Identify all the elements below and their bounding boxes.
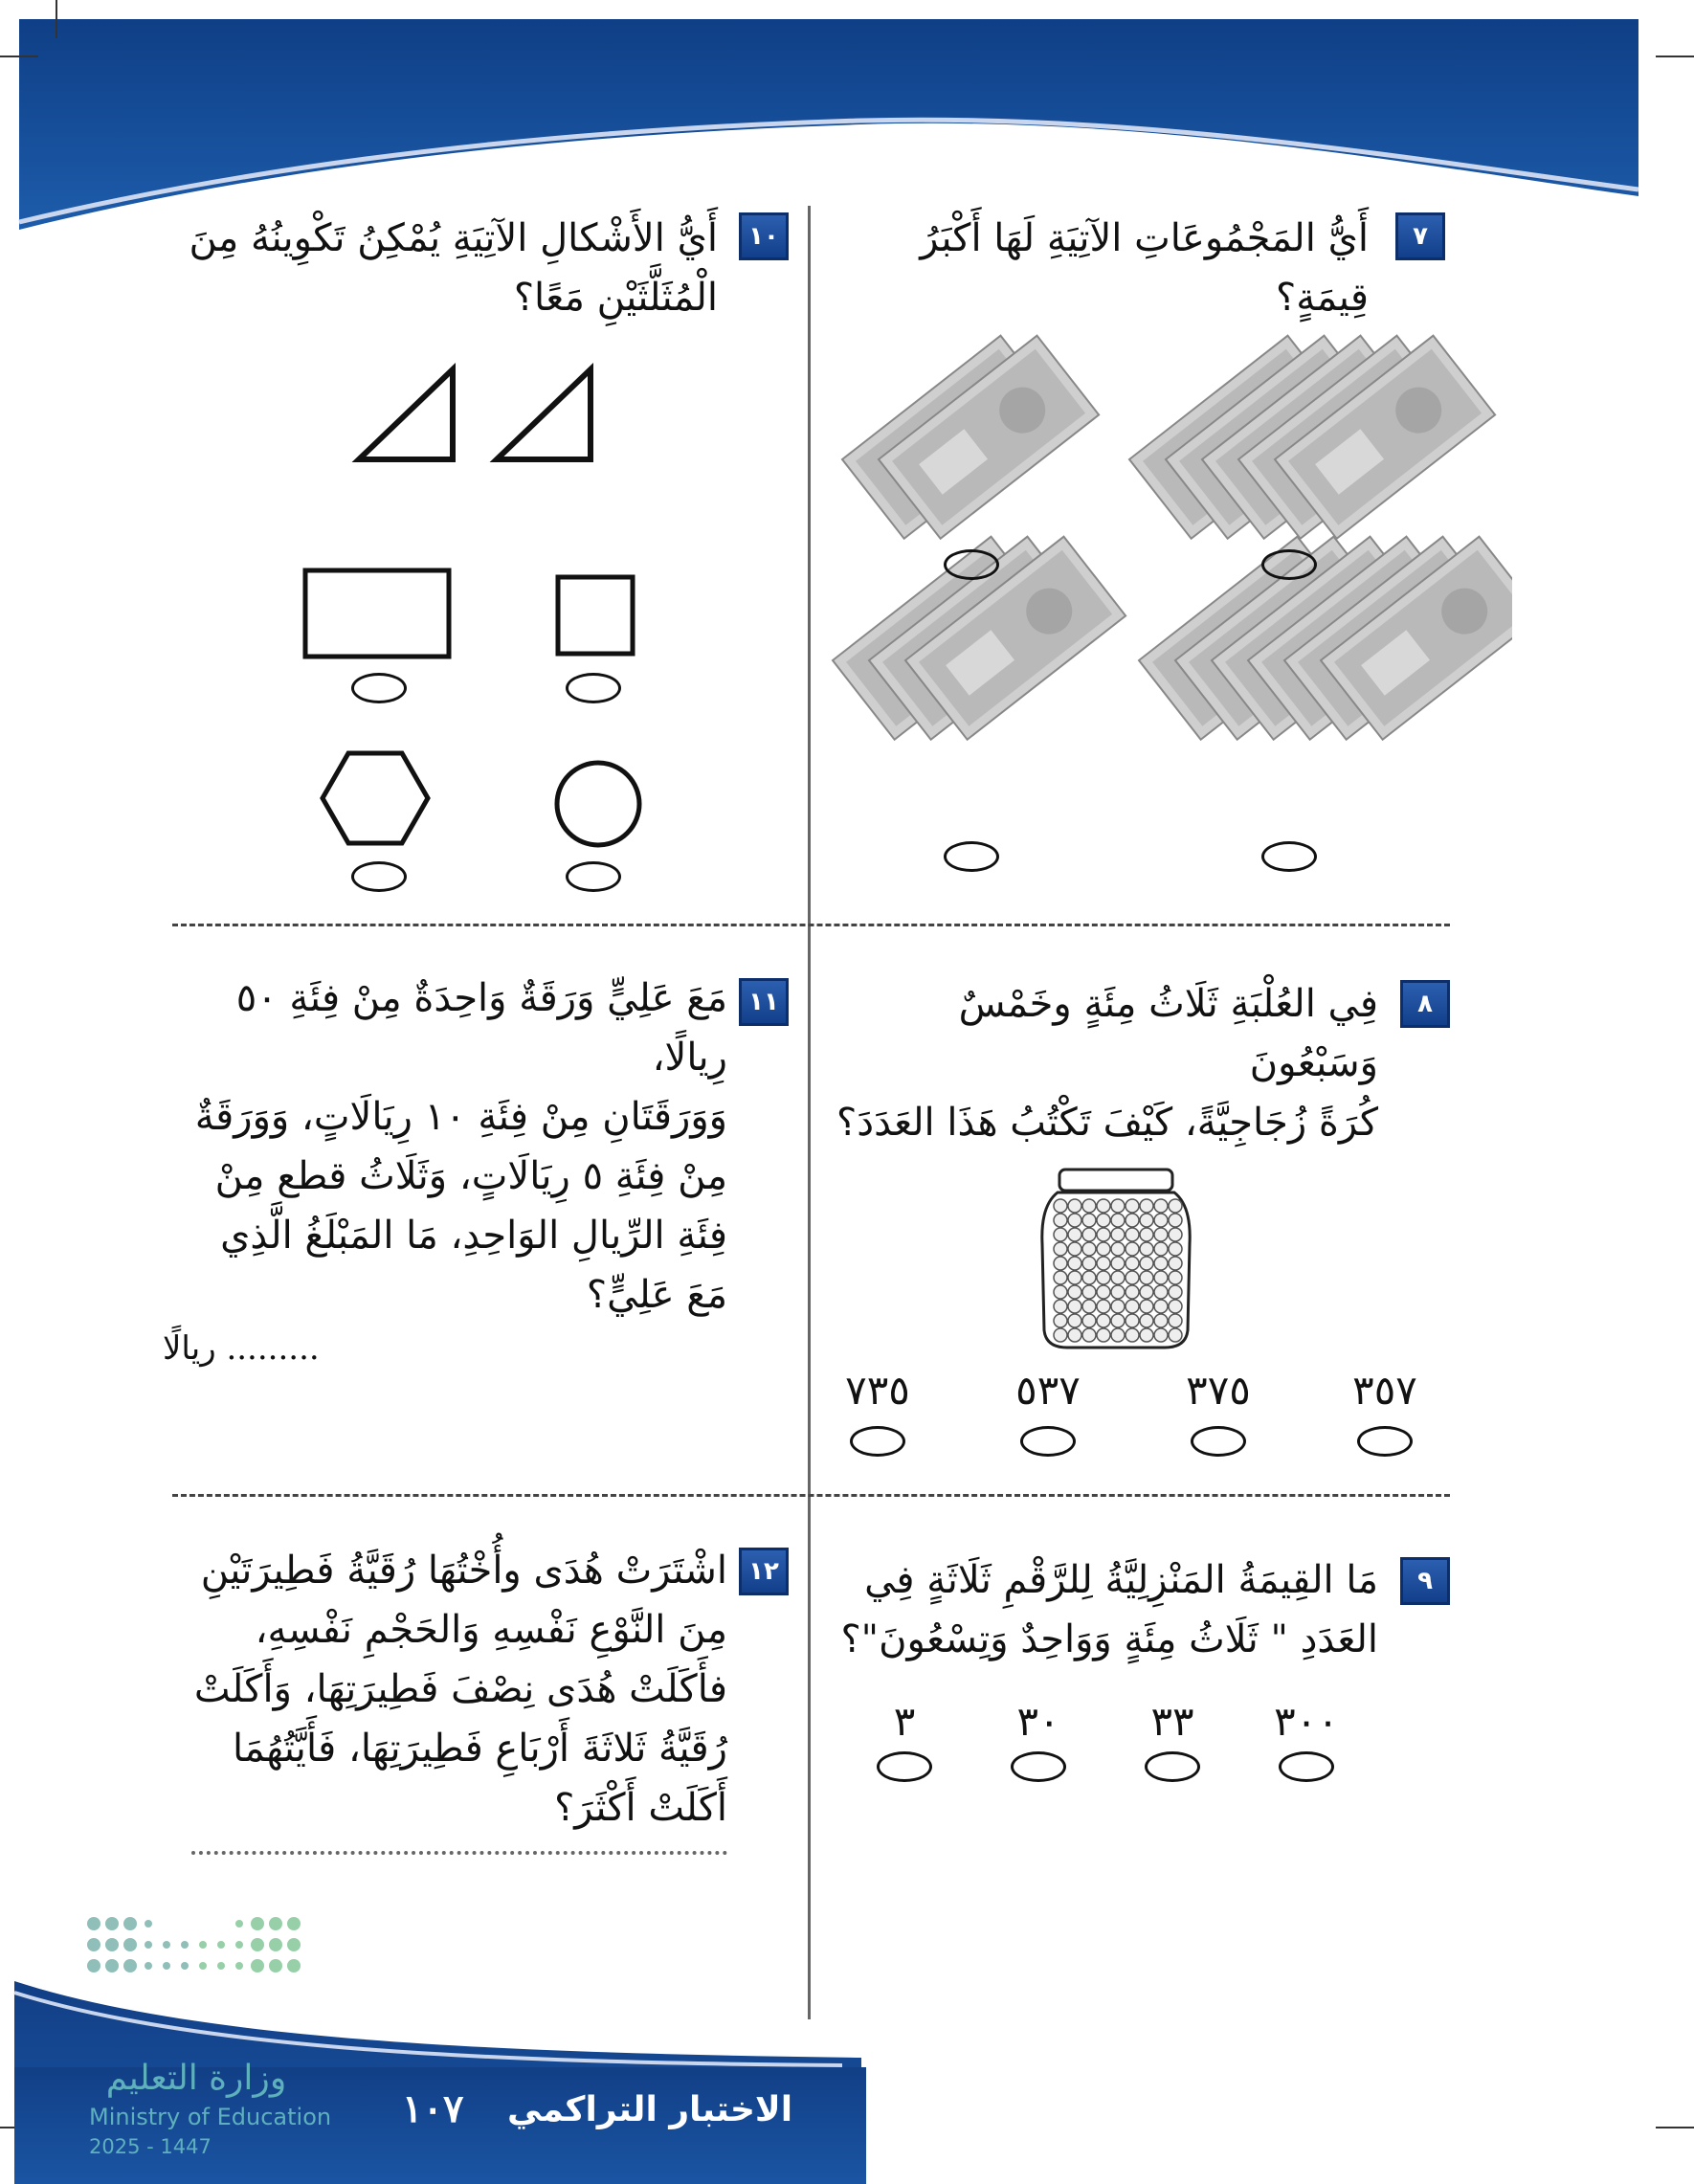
marble (1068, 1300, 1081, 1313)
logo-dot (87, 1959, 100, 1972)
shapes (0, 0, 808, 919)
marble (1054, 1328, 1067, 1342)
marble (1054, 1228, 1067, 1241)
question-text-line: مَعَ عَلِيٍّ وَرَقَةٌ وَاحِدَةٌ مِنْ فِئَةِ ٥٠ رِيالًا، (235, 976, 727, 1080)
answer-option-circle[interactable] (1020, 1426, 1076, 1457)
marble (1054, 1314, 1067, 1327)
logo-dot (123, 1917, 137, 1930)
question-text-line: فأَكَلَتْ هُدَى نِصْفَ فَطِيرَتِهَا، وَأَكَلَتْ (193, 1667, 727, 1711)
answer-blank[interactable]: ......... ريالًا (163, 1329, 320, 1368)
question-text-line: مِنْ فِئَةِ ٥ رِيَالَاتٍ، وَثَلَاثُ قطع مِنْ (214, 1154, 727, 1198)
marble (1111, 1214, 1125, 1227)
triangle-shape (359, 369, 453, 459)
question-number-badge: ١٢ (739, 1548, 789, 1595)
answer-option-circle[interactable] (1011, 1751, 1066, 1782)
marble (1097, 1328, 1110, 1342)
marble (1054, 1199, 1067, 1213)
marble (1140, 1314, 1153, 1327)
question-text-line: وَوَرَقَتَانِ مِنْ فِئَةِ ١٠ رِيَالَاتٍ، وَوَرَقَةٌ (194, 1095, 727, 1139)
logo-dot (123, 1959, 137, 1972)
answer-option-circle[interactable] (944, 549, 999, 580)
marble (1126, 1285, 1139, 1299)
marble (1068, 1271, 1081, 1284)
marble (1111, 1271, 1125, 1284)
answer-option[interactable] (1263, 1698, 1349, 1782)
question-number-badge: ٩ (1400, 1557, 1450, 1605)
answer-option-circle[interactable] (850, 1426, 905, 1457)
marble (1111, 1285, 1125, 1299)
answer-option-circle[interactable] (1279, 1751, 1334, 1782)
logo-dot (145, 1920, 152, 1928)
marble (1154, 1300, 1168, 1313)
logo-dot (123, 1938, 137, 1951)
marble (1140, 1228, 1153, 1241)
marble (1154, 1242, 1168, 1256)
question-number-badge: ٨ (1400, 980, 1450, 1028)
marble (1097, 1314, 1110, 1327)
logo-dot (269, 1959, 282, 1972)
answer-option-circle[interactable] (944, 841, 999, 872)
triangle-shape (497, 369, 591, 459)
logo-dot (235, 1920, 243, 1928)
marble (1111, 1242, 1125, 1256)
question-text: أَيُّ المَجْمُوعَاتِ الآتِيَةِ لَهَا أَكْبَرُ قِيمَةٍ؟ (920, 216, 1369, 320)
marble (1082, 1300, 1096, 1313)
logo-dot (251, 1938, 264, 1951)
marble (1097, 1300, 1110, 1313)
marble (1054, 1271, 1067, 1284)
ministry-logo-english: Ministry of Education (89, 2104, 332, 2130)
question-8 (833, 974, 1378, 1152)
question-text-line: رُقَيَّةُ ثَلاثَةَ أَرْبَاعِ فَطِيرَتِهَا، فَأَيَّتُهُمَا (232, 1727, 727, 1771)
marble (1111, 1328, 1125, 1342)
marble (1126, 1199, 1139, 1213)
marble (1068, 1199, 1081, 1213)
column-divider (808, 206, 811, 2019)
marble (1054, 1300, 1067, 1313)
logo-dot (251, 1917, 264, 1930)
marble (1169, 1328, 1182, 1342)
marble (1068, 1257, 1081, 1270)
logo-dot (235, 1962, 243, 1970)
marble (1154, 1285, 1168, 1299)
marble (1169, 1214, 1182, 1227)
question-text-line: أَيُّ الأَشْكالِ الآتِيَةِ يُمْكِنُ تَكْوِينُهُ مِنَ (189, 216, 718, 260)
marble (1169, 1242, 1182, 1256)
logo-dot (217, 1941, 225, 1949)
logo-dot (269, 1938, 282, 1951)
marble (1097, 1228, 1110, 1241)
answer-option-label: ٣٣ (1150, 1698, 1194, 1745)
marble (1154, 1271, 1168, 1284)
logo-dot (181, 1962, 189, 1970)
marble (1169, 1271, 1182, 1284)
marble (1140, 1199, 1153, 1213)
answer-option-label: ٧٣٥ (845, 1367, 910, 1414)
answer-option-circle[interactable] (1261, 841, 1317, 872)
marble (1054, 1214, 1067, 1227)
question-7 (833, 209, 1369, 327)
marble (1140, 1257, 1153, 1270)
marble (1154, 1257, 1168, 1270)
logo-dot (199, 1941, 207, 1949)
row-divider (172, 1494, 1450, 1497)
marble (1054, 1285, 1067, 1299)
answer-option-circle[interactable] (877, 1751, 932, 1782)
logo-dot (217, 1962, 225, 1970)
logo-dot (163, 1941, 170, 1949)
marble (1126, 1300, 1139, 1313)
marble (1140, 1300, 1153, 1313)
logo-dot (235, 1941, 243, 1949)
logo-dot (199, 1962, 207, 1970)
marble (1068, 1328, 1081, 1342)
question-text-line: العَدَدِ " ثَلَاثُ مِئَةٍ وَوَاحِدٌ وَتِسْعُونَ"؟ (840, 1617, 1378, 1661)
marble (1169, 1314, 1182, 1327)
question-text-line: اشْتَرَتْ هُدَى وأُخْتُهَا رُقَيَّةُ فَطِيرَتَيْنِ (200, 1549, 727, 1593)
logo-dot (87, 1938, 100, 1951)
marble (1097, 1271, 1110, 1284)
marble (1169, 1285, 1182, 1299)
marble (1169, 1300, 1182, 1313)
marble (1068, 1242, 1081, 1256)
square-shape (558, 577, 633, 654)
answer-option[interactable] (1129, 1698, 1215, 1782)
marble (1126, 1214, 1139, 1227)
marble (1082, 1214, 1096, 1227)
row-divider (172, 924, 1450, 926)
marble (1097, 1257, 1110, 1270)
marble (1126, 1314, 1139, 1327)
logo-dot (87, 1917, 100, 1930)
answer-options (833, 1698, 1378, 1782)
marble (1082, 1228, 1096, 1241)
logo-dot (287, 1917, 301, 1930)
question-number-badge: ٧ (1395, 212, 1445, 260)
question-text-line: كُرَةً زُجَاجِيَّةً، كَيْفَ تَكْتُبُ هَذَا العَدَدَ؟ (836, 1101, 1378, 1145)
marble (1082, 1242, 1096, 1256)
ministry-logo-arabic: وزارة التعليم (105, 2059, 287, 2098)
marble (1140, 1214, 1153, 1227)
marble (1126, 1271, 1139, 1284)
marble (1154, 1199, 1168, 1213)
question-text-line: فِئَةِ الرِّيالِ الوَاحِدِ، مَا المَبْلَغُ الَّذِي (220, 1214, 727, 1258)
question-number-badge: ١٠ (739, 212, 789, 260)
marble (1140, 1285, 1153, 1299)
question-text-line: الْمُثَلَّثَيْنِ مَعًا؟ (513, 276, 718, 320)
marble (1111, 1300, 1125, 1313)
marble (1140, 1271, 1153, 1284)
marble (1068, 1285, 1081, 1299)
answer-option-circle[interactable] (566, 673, 621, 703)
answer-option-circle[interactable] (566, 861, 621, 892)
marble (1111, 1257, 1125, 1270)
circle-shape (557, 763, 639, 845)
logo-dot (145, 1941, 152, 1949)
marble (1082, 1328, 1096, 1342)
marble (1154, 1214, 1168, 1227)
question-text-line: مِنَ النَّوْعِ نَفْسِهِ وَالحَجْمِ نَفْسِهِ، (255, 1608, 727, 1652)
marble (1097, 1214, 1110, 1227)
marble (1097, 1285, 1110, 1299)
marble (1068, 1214, 1081, 1227)
marble (1082, 1285, 1096, 1299)
marble (1111, 1199, 1125, 1213)
answer-option-label: ٣٧٥ (1186, 1367, 1251, 1414)
answer-line[interactable] (191, 1851, 727, 1855)
question-number-badge: ١١ (739, 978, 789, 1026)
logo-dot (287, 1938, 301, 1951)
answer-option[interactable] (995, 1698, 1081, 1782)
question-text-line: مَعَ عَلِيٍّ؟ (586, 1273, 727, 1317)
marble (1154, 1328, 1168, 1342)
logo-dot (145, 1962, 152, 1970)
question-text-line: مَا القِيمَةُ المَنْزِلِيَّةُ لِلرَّقْمِ ثَلَاثَةٍ فِي (864, 1558, 1378, 1602)
marble (1054, 1242, 1067, 1256)
marble (1082, 1257, 1096, 1270)
marble (1097, 1242, 1110, 1256)
marble (1082, 1314, 1096, 1327)
page-number: ١٠٧ (402, 2086, 464, 2131)
answer-option-circle[interactable] (1357, 1426, 1413, 1457)
answer-option-circle[interactable] (351, 673, 407, 703)
logo-dot (287, 1959, 301, 1972)
question-12 (163, 1541, 727, 1855)
answer-option-circle[interactable] (1145, 1751, 1200, 1782)
hexagon-shape (323, 753, 428, 843)
marble-jar-image (1038, 1168, 1193, 1351)
marble (1111, 1228, 1125, 1241)
footer-title: الاختبار التراكمي (507, 2090, 793, 2129)
question-text-line: فِي العُلْبَةِ ثَلَاثُ مِئَةٍ وخَمْسٌ وَسَبْعُونَ (958, 982, 1378, 1085)
marble (1169, 1228, 1182, 1241)
crop-mark (1656, 56, 1694, 57)
logo-dot (181, 1941, 189, 1949)
answer-option[interactable] (861, 1698, 947, 1782)
marble (1126, 1257, 1139, 1270)
answer-option-circle[interactable] (1261, 549, 1317, 580)
marble (1054, 1257, 1067, 1270)
logo-dot (105, 1938, 119, 1951)
logo-dot (163, 1962, 170, 1970)
marble (1126, 1242, 1139, 1256)
answer-option-label: ٥٣٧ (1015, 1367, 1081, 1414)
marble (1140, 1328, 1153, 1342)
answer-option-label: ٣٠ (1016, 1698, 1060, 1745)
marble (1154, 1228, 1168, 1241)
marble (1169, 1199, 1182, 1213)
logo-dot (269, 1917, 282, 1930)
marble (1111, 1314, 1125, 1327)
ministry-logo-year: 2025 - 1447 (89, 2135, 212, 2158)
banknote-groups (823, 316, 1512, 823)
answer-option-circle[interactable] (351, 861, 407, 892)
logo-dot (251, 1959, 264, 1972)
answer-option-label: ٣٠٠ (1274, 1698, 1339, 1745)
marble (1082, 1271, 1096, 1284)
marble (1082, 1199, 1096, 1213)
marble (1097, 1199, 1110, 1213)
answer-option-label: ٣٥٧ (1352, 1367, 1417, 1414)
marble (1126, 1328, 1139, 1342)
rectangle-shape (305, 570, 449, 657)
logo-dot (105, 1917, 119, 1930)
answer-option-label: ٣ (893, 1698, 916, 1745)
logo-dot (105, 1959, 119, 1972)
question-text-line: أَكَلَتْ أَكْثَرَ؟ (554, 1786, 727, 1830)
marble (1140, 1242, 1153, 1256)
ministry-logo-dots (86, 1914, 306, 1991)
question-11 (163, 969, 727, 1372)
marble (1068, 1228, 1081, 1241)
marble (1126, 1228, 1139, 1241)
question-9 (833, 1550, 1378, 1782)
answer-option-circle[interactable] (1191, 1426, 1246, 1457)
marble (1154, 1314, 1168, 1327)
marble (1169, 1257, 1182, 1270)
marble (1068, 1314, 1081, 1327)
